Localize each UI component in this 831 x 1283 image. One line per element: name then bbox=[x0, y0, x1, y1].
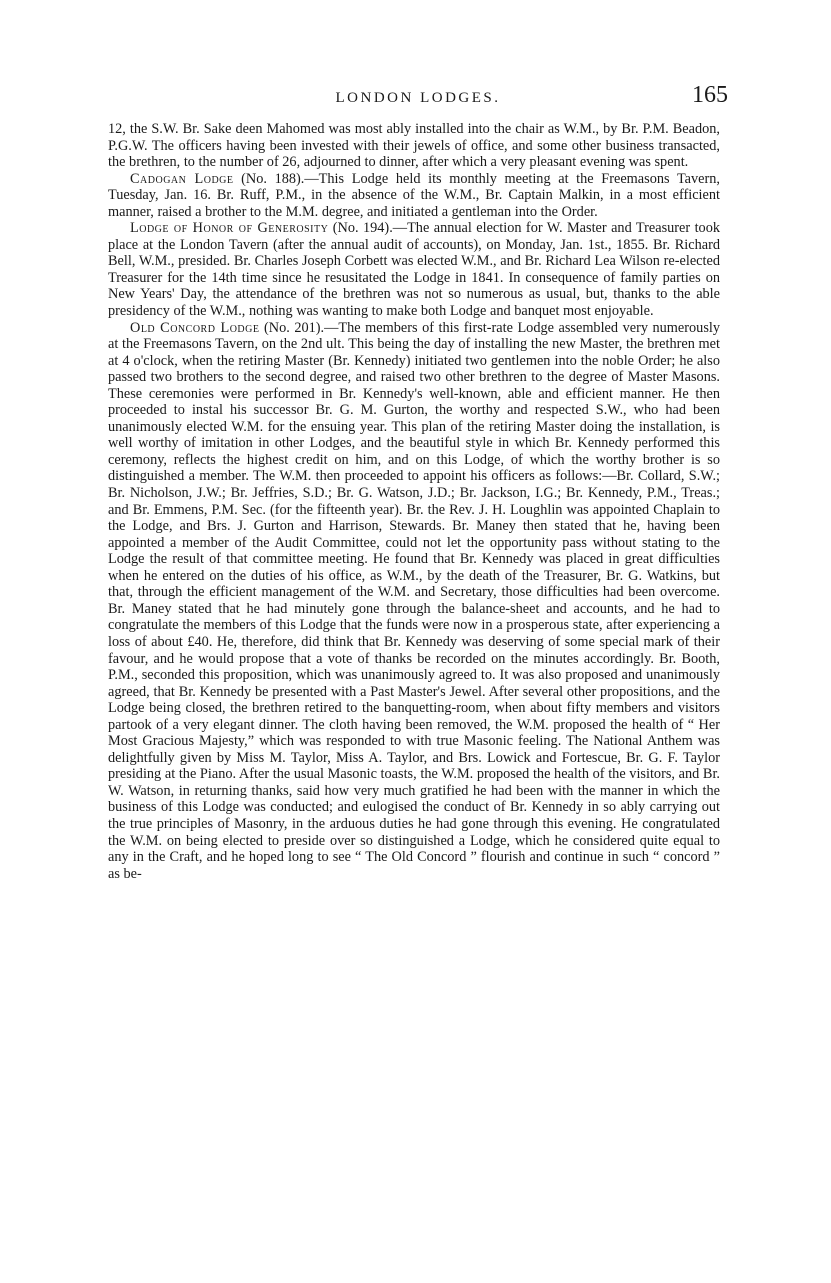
body-text bbox=[108, 121, 720, 882]
running-title: LONDON LODGES. bbox=[335, 90, 501, 106]
paragraph-text: (No. 194).—The annual election for W. Master and Treasurer took place at the London Tavern (after the annual audit of accounts), on Monday, Jan. 1st., 1855. Br. Richard Bell, W.M., presided. Br. Charles Joseph Corbett was elected W.M., and Br. Richard Lea Wilson re-elected Treasurer for the 14th time since he resusitated the Lodge in 1841. In consequence of family parties on New Years' Day, the attendance of the brethren was not so numerous as usual, but, thanks to the able presidency of the W.M., nothing was wanting to make both Lodge and banquet most enjoyable. bbox=[108, 220, 721, 320]
paragraph-continuation bbox=[108, 121, 720, 171]
lodge-name: Cadogan Lodge bbox=[130, 170, 234, 187]
lodge-name: Lodge of Honor of Generosity bbox=[130, 220, 329, 237]
page-number: 165 bbox=[692, 82, 728, 108]
running-head bbox=[108, 82, 728, 118]
paragraph-text: (No. 201).—The members of this first-rate Lodge assembled very numerously at the Freemasons Tavern, on the 2nd ult. This being the day of installing the new Master, the brethren met at 4 o'clock, when the retiring Master (Br. Kennedy) initiated two gentlemen into the noble Order; he also passed two brothers to the second degree, and raised two other brethren to the degree of Master Masons. These ceremonies were performed in Br. Kennedy's well-known, able and efficient manner. He then proceeded to instal his successor Br. G. M. Gurton, the worthy and respected S.W., who had been unanimously elected W.M. for the ensuing year. This plan of the retiring Master doing the installation, is well worthy of imitation in other Lodges, and the beautiful style in which Br. Kennedy performed this ceremony, reflects the highest credit on him, and on this Lodge, of which the worthy brother is so distinguished a member. The W.M. then proceeded to appoint his officers as follows:—Br. Collard, S.W.; Br. Nicholson, J.W.; Br. Jeffries, S.D.; Br. G. Watson, J.D.; Br. Jackson, I.G.; Br. Kennedy, P.M., Treas.; and Br. Emmens, P.M. Sec. (for the fifteenth year). Br. the Rev. J. H. Loughlin was appointed Chaplain to the Lodge, and Brs. J. Gurton and Harrison, Stewards. Br. Maney then stated that he, having been appointed a member of the Audit Committee, could not let the opportunity pass without stating to the Lodge the result of that committee meeting. He found that Br. Kennedy was placed in great difficulties when he entered on the duties of his office, as W.M., by the death of the Treasurer, Br. G. Watkins, but that, through the efficient management of the W.M. and Secretary, those difficulties had been overcome. Br. Maney stated that he had minutely gone through the balance-sheet and accounts, and he had to congratulate the members of this Lodge that the funds were now in a prosperous state, after experiencing a loss of about £40. He, therefore, did think that Br. Kennedy was deserving of some special mark of their favour, and he would propose that a vote of thanks be recorded on the minutes accordingly. Br. Booth, P.M., seconded this proposition, which was unanimously agreed to. It was also proposed and unanimously agreed, that Br. Kennedy be presented with a Past Master's Jewel. After several other propositions, and the Lodge being closed, the brethren retired to the banquetting-room, when about fifty members and visitors partook of a very elegant dinner. The cloth having been removed, the W.M. proposed the health of “ Her Most Gracious Majesty,” which was responded to with true Masonic feeling. The National Anthem was delightfully given by Miss M. Taylor, Miss A. Taylor, and Brs. Lowick and Fortescue, Br. G. F. Taylor presiding at the Piano. After the usual Masonic toasts, the W.M. proposed the health of the visitors, and Br. W. Watson, in returning thanks, said how very much gratified he had been with the manner in which the business of this Lodge was conducted; and eulogised the conduct of Br. Kennedy in so ably carrying out the true principles of Masonry, in the arduous duties he had gone through this evening. He congratulated the W.M. on being elected to preside over so distinguished a Lodge, which he considered quite equal to any in the Craft, and he hoped long to see “ The Old Concord ” flourish and continue in such “ concord ” as be- bbox=[108, 319, 721, 882]
lodge-name: Old Concord Lodge bbox=[130, 319, 260, 336]
paragraph-text: 12, the S.W. Br. Sake deen Mahomed was most ably installed into the chair as W.M., by Br. P.M. Beadon, P.G.W. The officers having been invested with their jewels of office, and some other business transacted, the brethren, to the number of 26, adjourned to dinner, after which a very pleasant evening was spent. bbox=[108, 121, 720, 171]
paragraph-old-concord-lodge bbox=[108, 320, 720, 883]
paragraph-lodge-of-honor-of-generosity bbox=[108, 220, 720, 319]
paragraph-cadogan-lodge bbox=[108, 171, 720, 221]
paragraph-text: (No. 188).—This Lodge held its monthly meeting at the Freemasons Tavern, Tuesday, Jan. 16. Br. Ruff, P.M., in the absence of the W.M., Br. Captain Malkin, in a most efficient manner, raised a brother to the M.M. degree, and initiated a gentleman into the Order. bbox=[108, 170, 721, 220]
